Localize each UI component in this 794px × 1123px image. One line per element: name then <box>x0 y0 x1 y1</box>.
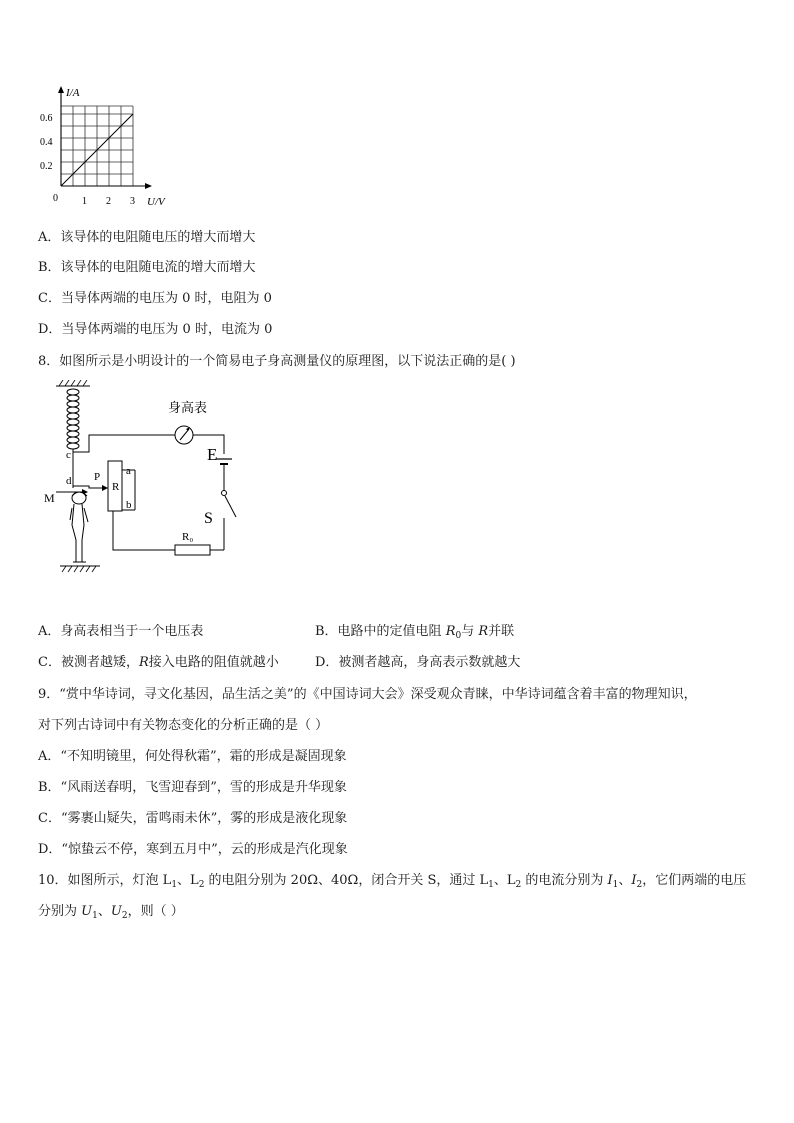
meter-label: 身高表 <box>168 401 208 416</box>
point-d-label: d <box>66 475 72 487</box>
y-axis-label: I/A <box>66 87 80 99</box>
x-axis-label: U/V <box>147 196 165 208</box>
q7-option-d: D．当导体两端的电压为 0 时，电流为 0 <box>38 322 273 337</box>
q8-option-b: B．电路中的定值电阻 $R_0$与 R并联 <box>315 624 515 641</box>
q9-stem-line2: 对下列古诗词中有关物态变化的分析正确的是（ ） <box>38 718 329 733</box>
y-tick-label: 0.2 <box>40 161 53 172</box>
q9-option-b: B．“风雨送春明，飞雪迎春到”，雪的形成是升华现象 <box>38 780 347 795</box>
person-figure <box>70 492 88 562</box>
q9-option-d: D．“惊蛰云不停，寒到五月中”，云的形成是汽化现象 <box>38 842 348 857</box>
slider-label: P <box>94 471 101 483</box>
q9-stem-line1: 9．“赏中华诗词，寻文化基因，品生活之美”的《中国诗词大会》深受观众青睐，中华诗词蕴含着丰富的物理知识， <box>38 687 697 702</box>
origin-label: 0 <box>53 193 58 204</box>
spring <box>67 389 79 449</box>
q8-option-d: D．被测者越高，身高表示数就越大 <box>315 655 521 670</box>
q9-option-c: C．“雾裹山疑失，雷鸣雨未休”，雾的形成是液化现象 <box>38 811 348 826</box>
resistor-label: R <box>112 481 120 493</box>
q7-option-b: B．该导体的电阻随电流的增大而增大 <box>38 260 256 275</box>
q8-option-a: A．身高表相当于一个电压表 <box>38 624 204 639</box>
q7-option-c: C．当导体两端的电压为 0 时，电阻为 0 <box>38 291 272 306</box>
fixed-resistor <box>175 545 210 555</box>
q10-stem-line2: 分别为 $U_1$、$U_2$，则（ ） <box>38 904 184 921</box>
end-b-label: b <box>126 499 132 511</box>
q10-stem-line1: 10．如图所示，灯泡 $L_1$、$L_2$ 的电阻分别为 20Ω、40Ω，闭合开关 S，通过 $L_1$、$L_2$ 的电流分别为 $I_1$、$I_2$，它们两端的电压 <box>38 873 747 890</box>
x-tick-label: 2 <box>106 196 111 207</box>
point-c-label: c <box>66 449 71 461</box>
person-label: M <box>44 491 55 505</box>
fixed-resistor-label: R₀ <box>182 531 194 543</box>
y-tick-label: 0.4 <box>40 137 53 148</box>
y-tick-label: 0.6 <box>40 113 53 124</box>
iu-graph <box>30 80 180 210</box>
x-tick-label: 3 <box>130 196 135 207</box>
q7-option-a: A．该导体的电阻随电压的增大而增大 <box>38 230 256 245</box>
x-tick-label: 1 <box>82 196 87 207</box>
q8-option-c: C．被测者越矮，R接入电路的阻值就越小 <box>38 655 279 670</box>
height-meter-circuit <box>40 380 260 580</box>
q8-stem: 8．如图所示是小明设计的一个简易电子身高测量仪的原理图，以下说法正确的是( ) <box>38 354 516 369</box>
q9-option-a: A．“不知明镜里，何处得秋霜”，霜的形成是凝固现象 <box>38 749 347 764</box>
battery-label: E <box>207 445 218 464</box>
switch-label: S <box>204 510 213 527</box>
end-a-label: a <box>126 465 131 477</box>
